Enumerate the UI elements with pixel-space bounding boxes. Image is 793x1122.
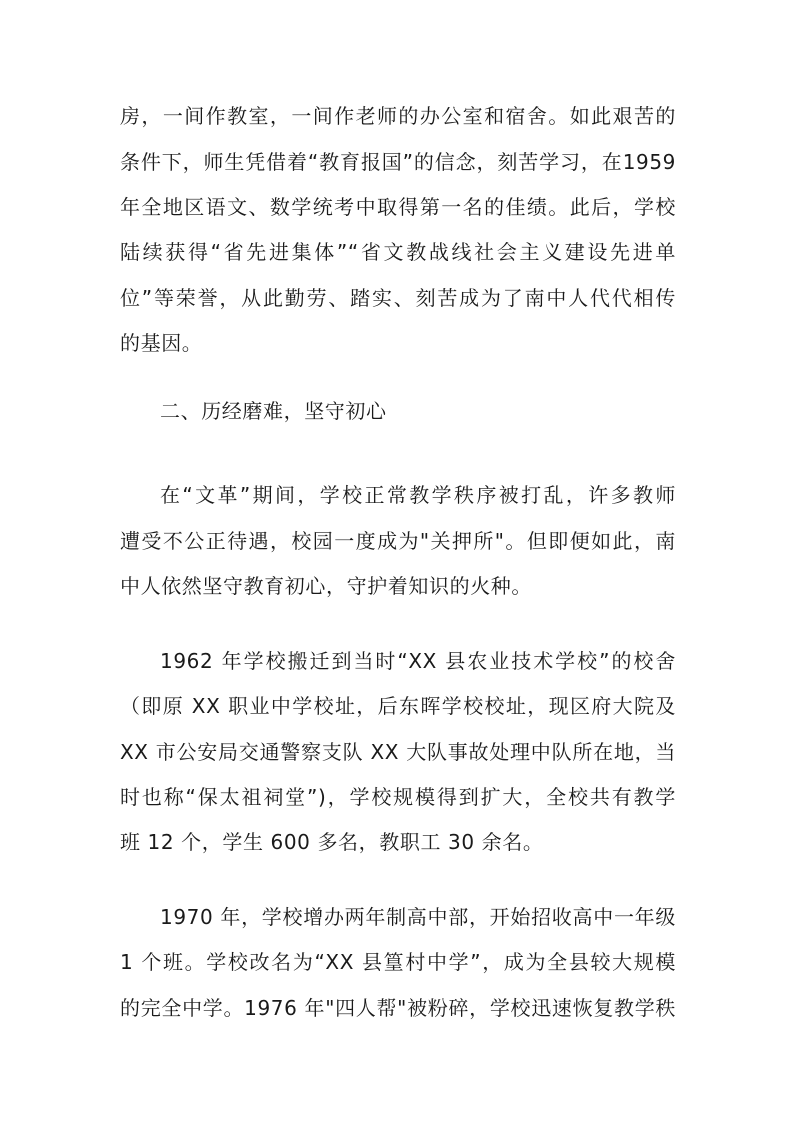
text-line: 1970 年，学校增办两年制高中部，开始招收高中一年级 <box>160 905 676 929</box>
text-line: 陆续获得“省先进集体”“省文教战线社会主义建设先进单 <box>120 240 676 264</box>
text-line: 条件下，师生凭借着“教育报国”的信念，刻苦学习，在1959 <box>120 150 676 174</box>
text-line: 的基因。 <box>120 331 203 355</box>
text-line: 中人依然坚守教育初心，守护着知识的火种。 <box>120 574 532 598</box>
text-line: 位”等荣誉，从此勤劳、踏实、刻苦成为了南中人代代相传 <box>120 286 676 310</box>
text-line: 的完全中学。1976 年"四人帮"被粉碎，学校迅速恢复教学秩 <box>120 996 676 1020</box>
text-line: 遭受不公正待遇，校园一度成为"关押所"。但即便如此，南 <box>120 529 676 553</box>
text-line: 时也称“保太祖祠堂”)，学校规模得到扩大，全校共有教学 <box>120 785 676 809</box>
text-line: 班 12 个，学生 600 多名，教职工 30 余名。 <box>120 830 544 854</box>
text-line: 1962 年学校搬迁到当时“XX 县农业技术学校”的校舍 <box>160 649 676 673</box>
heading-text: 二、历经磨难，坚守初心 <box>160 399 387 423</box>
text-line: 年全地区语文、数学统考中取得第一名的佳绩。此后，学校 <box>120 195 676 219</box>
text-line: 在“文革”期间，学校正常教学秩序被打乱，许多教师 <box>160 483 676 507</box>
text-line: 1 个班。学校改名为“XX 县篁村中学”，成为全县较大规模 <box>120 950 676 974</box>
text-line: （即原 XX 职业中学校址，后东晖学校校址，现区府大院及 <box>120 694 676 718</box>
text-line: XX 市公安局交通警察支队 XX 大队事故处理中队所在地，当 <box>120 740 676 764</box>
text-line: 房，一间作教室，一间作老师的办公室和宿舍。如此艰苦的 <box>120 104 676 128</box>
